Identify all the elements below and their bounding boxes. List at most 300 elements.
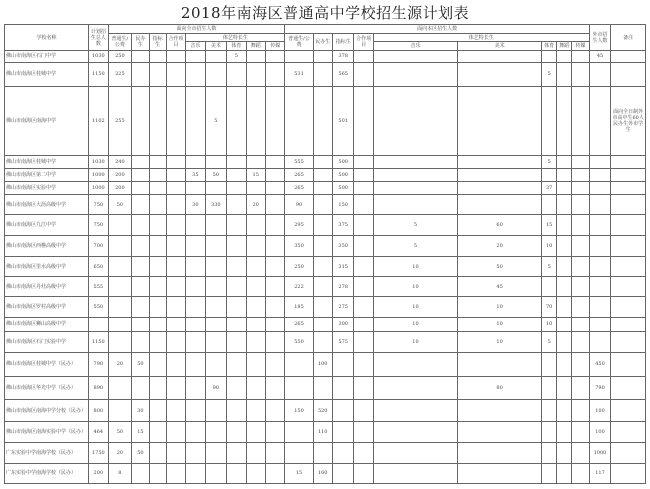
cell-f-sports [227,297,246,318]
cell-f-music [186,421,205,442]
cell-f-boarding: 50 [132,352,149,376]
cell-l-art: 10 [458,318,542,331]
cell-total: 700 [89,236,108,257]
cell-l-boarding: 520 [313,400,332,421]
cell-f-boarding [132,155,149,168]
cell-outside [589,62,611,86]
cell-l-normal: 265 [285,182,313,195]
cell-l-normal: 150 [285,400,313,421]
cell-l-media [572,86,589,155]
header-l-coop: 合作项目 [354,34,373,51]
cell-l-art [458,463,542,483]
cell-l-art: 10 [458,331,542,352]
cell-f-coop [166,331,185,352]
cell-f-boarding [132,277,149,297]
cell-l-coop [354,331,373,352]
cell-f-normal: 50 [108,195,132,215]
cell-f-boarding [132,195,149,215]
cell-note [611,168,646,181]
cell-l-music: 5 [373,215,457,236]
cell-f-normal [108,236,132,257]
cell-l-indicator: 275 [332,297,354,318]
cell-l-art [458,51,542,63]
cell-outside: 117 [589,463,611,483]
cell-name: 佛山市南海区华光中学（民办） [5,376,89,400]
cell-l-normal: 250 [285,257,313,277]
cell-l-normal [285,421,313,442]
cell-f-art [205,331,227,352]
cell-f-sports [227,318,246,331]
cell-f-boarding [132,297,149,318]
cell-name: 佛山市南海区大沥高级中学 [5,195,89,215]
cell-name: 佛山市南海区南海中学 [5,86,89,155]
cell-note [611,421,646,442]
cell-l-media [572,463,589,483]
cell-l-normal: 222 [285,277,313,297]
cell-f-media [265,400,285,421]
cell-note [611,257,646,277]
cell-note [611,331,646,352]
cell-f-normal: 200 [108,168,132,181]
cell-l-indicator [332,352,354,376]
cell-f-music [186,318,205,331]
cell-name: 佛山市南海区南海实验中学（民办） [5,421,89,442]
cell-l-boarding: 160 [313,463,332,483]
cell-l-media [572,257,589,277]
cell-l-normal: 265 [285,168,313,181]
cell-l-sports [542,195,557,215]
cell-l-sports: 37 [542,182,557,195]
cell-f-coop [166,376,185,400]
cell-l-dance [557,86,572,155]
cell-f-sports [227,257,246,277]
cell-l-music: 10 [373,257,457,277]
cell-outside [589,168,611,181]
cell-l-music: 10 [373,297,457,318]
cell-f-music: 35 [186,168,205,181]
cell-f-art [205,400,227,421]
cell-f-dance [246,51,265,63]
cell-outside [589,297,611,318]
cell-f-art [205,442,227,463]
cell-l-boarding [313,318,332,331]
cell-l-indicator: 350 [332,236,354,257]
header-l-media: 传媒 [572,42,589,51]
cell-outside [589,236,611,257]
cell-note [611,352,646,376]
cell-l-sports: 70 [542,297,557,318]
cell-l-normal [285,352,313,376]
cell-name: 佛山市南海区九江中学 [5,215,89,236]
table-row [5,257,646,277]
cell-f-boarding [132,318,149,331]
cell-f-art [205,236,227,257]
header-f-indicator: 指标生 [149,34,166,51]
cell-l-art [458,168,542,181]
cell-l-music [373,86,457,155]
cell-f-sports [227,352,246,376]
table-row [5,442,646,463]
cell-l-coop [354,277,373,297]
cell-f-indicator [149,86,166,155]
cell-f-art: 90 [205,376,227,400]
cell-total: 1000 [89,168,108,181]
table-row [5,195,646,215]
cell-total: 1000 [89,182,108,195]
cell-f-indicator [149,51,166,63]
cell-l-music: 10 [373,277,457,297]
cell-f-music [186,463,205,483]
cell-l-media [572,155,589,168]
cell-l-coop [354,318,373,331]
cell-f-normal [108,277,132,297]
cell-l-normal [285,442,313,463]
cell-f-art [205,297,227,318]
cell-name: 佛山市南海区桂城中学 [5,62,89,86]
cell-l-indicator: 378 [332,51,354,63]
cell-l-media [572,331,589,352]
header-f-specialty: 体艺特长生 [186,34,285,42]
cell-note [611,215,646,236]
cell-l-music: 5 [373,236,457,257]
header-l-boarding: 民办生 [313,34,332,51]
header-f-art: 美术 [205,42,227,51]
cell-f-art [205,155,227,168]
cell-f-indicator [149,318,166,331]
cell-note [611,195,646,215]
cell-l-boarding [313,236,332,257]
cell-l-boarding [313,182,332,195]
cell-f-music [186,215,205,236]
cell-f-dance [246,62,265,86]
cell-l-sports [542,86,557,155]
cell-f-media [265,318,285,331]
header-local-group: 面向本区招生人数 [285,25,589,34]
page-title: 2018年南海区普通高中学校招生源计划表 [180,4,470,22]
cell-f-sports [227,155,246,168]
cell-l-dance [557,51,572,63]
cell-name: 佛山市南海区桂城中学（民办） [5,352,89,376]
cell-l-indicator: 565 [332,62,354,86]
cell-f-indicator [149,331,166,352]
cell-total: 750 [89,215,108,236]
cell-l-art [458,195,542,215]
cell-l-sports: 5 [542,62,557,86]
cell-f-media [265,442,285,463]
cell-l-sports: 10 [542,236,557,257]
cell-outside: 450 [589,352,611,376]
cell-f-art [205,215,227,236]
cell-f-art: 330 [205,195,227,215]
cell-l-coop [354,168,373,181]
cell-total: 890 [89,376,108,400]
cell-l-sports: 5 [542,331,557,352]
cell-f-music [186,352,205,376]
cell-l-indicator [332,400,354,421]
cell-f-media [265,51,285,63]
cell-l-coop [354,463,373,483]
cell-f-music [186,182,205,195]
cell-name: 广东实验中学南海学校（民办） [5,442,89,463]
cell-l-normal: 265 [285,318,313,331]
cell-f-indicator [149,236,166,257]
cell-total: 464 [89,421,108,442]
cell-f-media [265,86,285,155]
cell-outside [589,182,611,195]
cell-l-art [458,86,542,155]
cell-f-dance [246,331,265,352]
cell-f-music [186,442,205,463]
cell-l-boarding [313,277,332,297]
cell-f-normal [108,376,132,400]
cell-l-indicator: 500 [332,182,354,195]
table-row [5,236,646,257]
cell-note [611,400,646,421]
cell-l-sports [542,376,557,400]
cell-l-indicator [332,463,354,483]
cell-f-art [205,421,227,442]
cell-f-music [186,277,205,297]
cell-outside [589,195,611,215]
cell-f-media [265,215,285,236]
cell-total: 1030 [89,155,108,168]
cell-l-coop [354,62,373,86]
cell-outside: 1000 [589,442,611,463]
cell-outside [589,331,611,352]
cell-f-boarding: 30 [132,400,149,421]
cell-f-dance [246,257,265,277]
cell-f-art: 5 [205,86,227,155]
cell-f-dance: 15 [246,168,265,181]
cell-f-dance [246,236,265,257]
cell-l-sports: 15 [542,215,557,236]
cell-l-media [572,318,589,331]
cell-f-indicator [149,168,166,181]
cell-f-coop [166,400,185,421]
cell-f-indicator [149,62,166,86]
cell-l-media [572,400,589,421]
cell-f-dance: 20 [246,195,265,215]
cell-f-normal: 20 [108,442,132,463]
cell-l-normal [285,376,313,400]
cell-f-indicator [149,442,166,463]
cell-f-media [265,182,285,195]
cell-l-dance [557,236,572,257]
cell-total: 555 [89,277,108,297]
cell-f-normal: 50 [108,421,132,442]
cell-f-dance [246,352,265,376]
cell-f-coop [166,168,185,181]
cell-l-normal [285,51,313,63]
cell-f-coop [166,51,185,63]
cell-l-dance [557,297,572,318]
cell-f-media [265,376,285,400]
cell-outside: 45 [589,51,611,63]
cell-total [89,318,108,331]
cell-f-coop [166,215,185,236]
cell-f-media [265,168,285,181]
cell-name: 佛山市南海区石门中学 [5,51,89,63]
cell-l-boarding [313,195,332,215]
cell-l-art: 80 [458,376,542,400]
table-row [5,51,646,63]
cell-f-coop [166,236,185,257]
cell-note [611,182,646,195]
cell-l-boarding [313,376,332,400]
cell-f-sports [227,215,246,236]
cell-l-media [572,51,589,63]
cell-name: 广东实验中学南海学校（民办） [5,463,89,483]
cell-f-art [205,51,227,63]
cell-f-media [265,62,285,86]
cell-total: 1150 [89,331,108,352]
cell-f-coop [166,195,185,215]
cell-f-boarding: 15 [132,421,149,442]
cell-f-coop [166,463,185,483]
enrollment-table [4,24,646,484]
cell-l-music [373,442,457,463]
cell-f-indicator [149,215,166,236]
cell-f-coop [166,442,185,463]
cell-l-coop [354,195,373,215]
cell-l-dance [557,182,572,195]
cell-f-dance [246,86,265,155]
cell-f-coop [166,297,185,318]
cell-f-media [265,297,285,318]
cell-l-normal: 550 [285,331,313,352]
cell-total: 1102 [89,86,108,155]
cell-l-normal: 350 [285,236,313,257]
cell-f-indicator [149,352,166,376]
cell-l-boarding [313,215,332,236]
cell-l-media [572,297,589,318]
cell-outside: 100 [589,400,611,421]
cell-l-music [373,155,457,168]
cell-f-sports [227,463,246,483]
cell-f-media [265,463,285,483]
cell-name: 佛山市南海区第二中学 [5,168,89,181]
cell-l-art: 10 [458,297,542,318]
cell-l-media [572,236,589,257]
table-row [5,277,646,297]
cell-f-sports [227,442,246,463]
header-l-specialty: 体艺特长生 [373,34,589,42]
cell-f-music: 30 [186,195,205,215]
header-outside: 外市招生人数 [589,25,611,51]
table-row [5,86,646,155]
cell-l-sports [542,463,557,483]
header-school: 学校名称 [5,25,89,51]
cell-f-coop [166,182,185,195]
table-row [5,400,646,421]
cell-l-music [373,352,457,376]
cell-f-art [205,62,227,86]
cell-f-boarding [132,236,149,257]
table-row [5,331,646,352]
cell-l-dance [557,318,572,331]
cell-f-normal [108,297,132,318]
cell-f-normal [108,318,132,331]
cell-l-art: 45 [458,277,542,297]
cell-f-normal [108,215,132,236]
cell-total: 650 [89,257,108,277]
cell-name: 佛山市南海区丹灶高级中学 [5,277,89,297]
cell-note [611,376,646,400]
header-f-coop: 合作项目 [166,34,185,51]
table-row [5,168,646,181]
cell-f-indicator [149,421,166,442]
cell-l-art [458,400,542,421]
cell-name: 佛山市南海区南海中学分校（民办） [5,400,89,421]
cell-f-normal: 250 [108,51,132,63]
cell-note [611,51,646,63]
cell-l-art: 60 [458,215,542,236]
cell-note [611,463,646,483]
header-l-normal: 普通生/公费 [285,34,313,51]
cell-f-indicator [149,277,166,297]
cell-f-coop [166,421,185,442]
cell-f-dance [246,277,265,297]
cell-name: 佛山市南海区狮山高级中学 [5,318,89,331]
cell-l-boarding [313,331,332,352]
cell-l-normal: 15 [285,463,313,483]
cell-f-indicator [149,195,166,215]
cell-f-art [205,463,227,483]
cell-total: 750 [89,195,108,215]
cell-outside [589,155,611,168]
table-row [5,297,646,318]
table-row [5,376,646,400]
cell-name: 佛山市南海区罗村高级中学 [5,297,89,318]
cell-l-normal: 90 [285,195,313,215]
cell-f-indicator [149,155,166,168]
cell-f-sports [227,236,246,257]
cell-l-normal: 295 [285,215,313,236]
cell-l-indicator [332,376,354,400]
cell-l-indicator: 278 [332,277,354,297]
cell-f-normal [108,400,132,421]
cell-f-music [186,331,205,352]
cell-l-boarding [313,442,332,463]
cell-f-normal: 225 [108,62,132,86]
cell-l-art [458,442,542,463]
cell-l-boarding [313,86,332,155]
cell-f-coop [166,257,185,277]
cell-total: 1750 [89,442,108,463]
cell-l-coop [354,400,373,421]
header-total: 计划招生总人数 [89,25,108,51]
cell-l-media [572,376,589,400]
cell-f-normal: 240 [108,155,132,168]
cell-f-coop [166,277,185,297]
cell-l-coop [354,182,373,195]
cell-name: 佛山市南海区石门实验中学 [5,331,89,352]
cell-f-boarding [132,331,149,352]
cell-f-sports [227,86,246,155]
cell-f-music [186,257,205,277]
cell-f-art: 50 [205,168,227,181]
cell-l-coop [354,442,373,463]
cell-f-art [205,257,227,277]
cell-f-indicator [149,400,166,421]
cell-f-art [205,318,227,331]
header-f-normal: 普通生/公费 [108,34,132,51]
cell-note [611,155,646,168]
cell-l-dance [557,331,572,352]
cell-f-music [186,155,205,168]
header-f-music: 音乐 [186,42,205,51]
table-row [5,155,646,168]
